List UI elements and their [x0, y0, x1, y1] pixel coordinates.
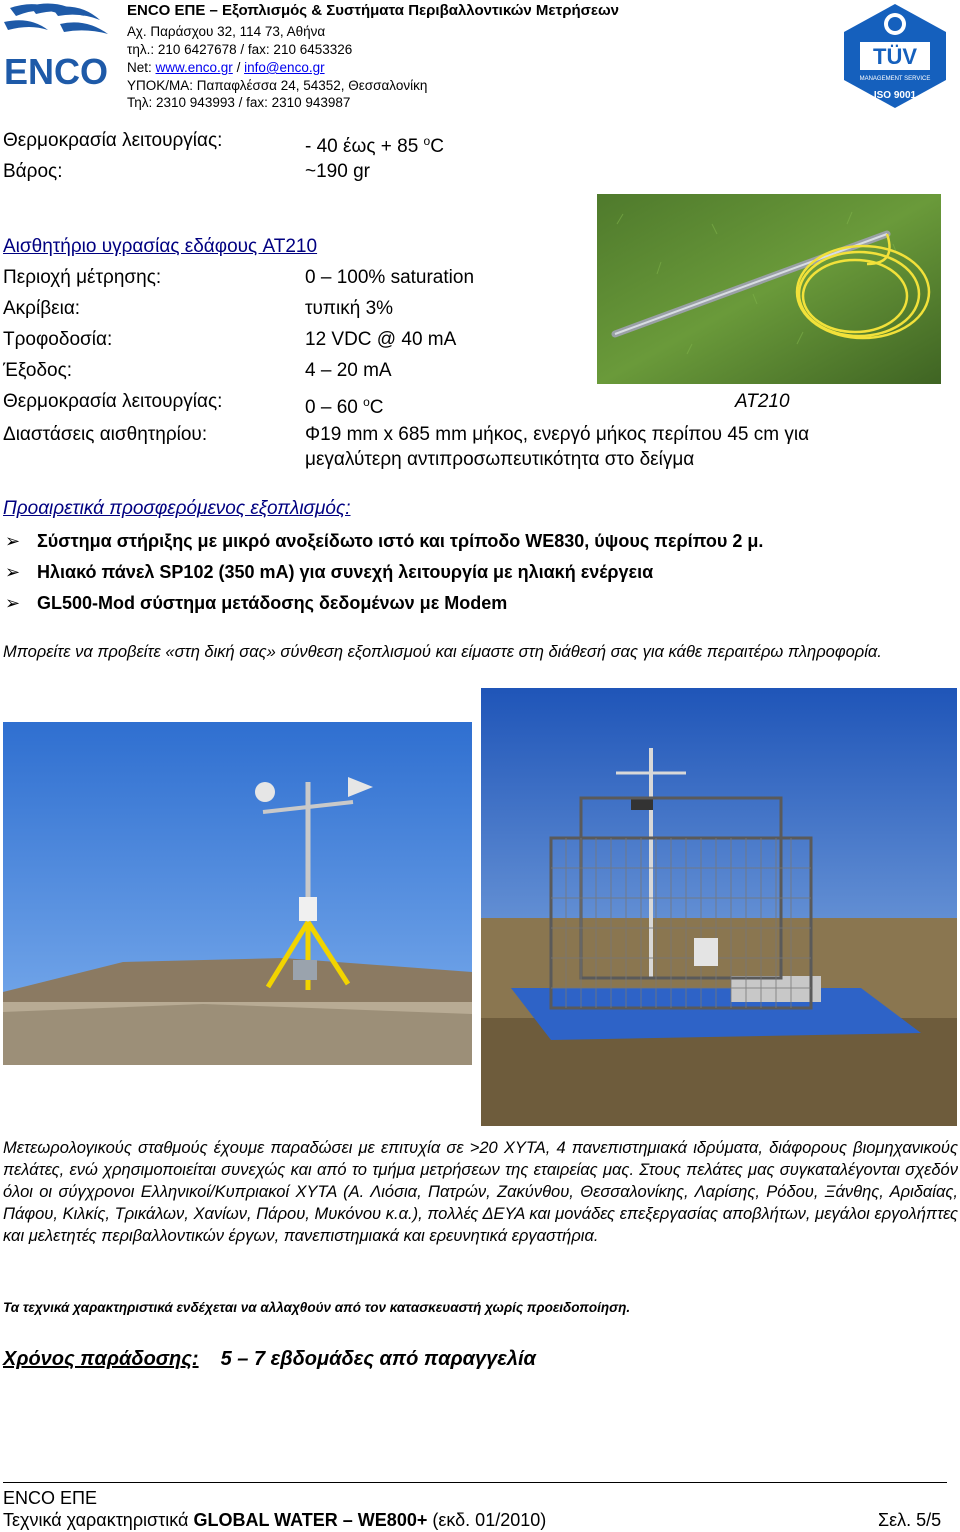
footer-company: ENCO ΕΠΕ [3, 1488, 98, 1508]
net-separator: / [232, 60, 245, 75]
dims-line-1: Φ19 mm x 685 mm μήκος, ενεργό μήκος περίπου 45 cm για [305, 424, 810, 445]
branch-phone: Τηλ: 2310 943993 / fax: 2310 943987 [127, 95, 351, 110]
bullet-arrow-icon: ➢ [5, 531, 21, 551]
branch-address: ΥΠΟΚ/ΜΑ: Παπαφλέσσα 24, 54352, Θεσσαλονίκη [127, 78, 428, 93]
tuv-brand: TÜV [873, 44, 917, 69]
dims-line-2: μεγαλύτερη αντιπροσωπευτικότητα στο δείγμα [305, 449, 695, 470]
company-title: ENCO ΕΠΕ – Εξοπλισμός & Συστήματα Περιβαλλοντικών Μετρήσεων [127, 2, 620, 19]
spec-label: Βάρος: [3, 161, 63, 182]
disclaimer: Τα τεχνικά χαρακτηριστικά ενδέχεται να αλλαχθούν από τον κατασκευαστή χωρίς προειδοποίηση. [3, 1300, 631, 1315]
references-paragraph: Μετεωρολογικούς σταθμούς έχουμε παραδώσει με επιτυχία σε >20 ΧΥΤΑ, 4 πανεπιστημιακά ιδρύματα, διάφορους βιομηχανικούς πελάτες, ενώ χρησιμοποιείται συνεχώς και από το τμήμα μετρήσεων της εταιρείας μας. Στους πελάτες μας συγκαταλέγονται σχεδόν όλοι οι σύγχρονοι Ελληνικοί/Κυπριακοί ΧΥΤΑ (Α. Λιόσια, Πατρών, Ζακύνθου, Θεσσαλονίκης, Λαρίσης, Ρόδου, Ξάνθης, Αριδαίας, Πάφου, Κιλκίς, Τρικάλων, Χανίων, Πάρου, Μυκόνου κ.α.), πολλές ΔΕΥΑ και μονάδες επεξεργασίας αποβλήτων, μεγάλοι εργολήπτες και μελετητές περιβαλλοντικών έργων, πανεπιστημιακά και ερευνητικά εργαστήρια. [3, 1139, 958, 1245]
station-photo-rooftop [3, 722, 472, 1065]
spec-label: Ακρίβεια: [3, 298, 81, 319]
company-phone: τηλ.: 210 6427678 / fax: 210 6453326 [127, 42, 353, 57]
spec-value: 0 – 100% saturation [305, 267, 475, 288]
logo-text: ENCO [4, 51, 109, 92]
sensor-photo [597, 194, 941, 384]
spec-value: ~190 gr [305, 161, 370, 182]
spec-label: Έξοδος: [3, 360, 73, 381]
list-item: ➢ Σύστημα στήριξης με μικρό ανοξείδωτο ιστό και τρίποδο WE830, ύψους περίπου 2 μ. [5, 531, 764, 551]
delivery-value: 5 – 7 εβδομάδες από παραγγελία [220, 1348, 536, 1370]
spec-value: 12 VDC @ 40 mA [305, 329, 457, 350]
sensor-photo-caption: AT210 [735, 391, 790, 412]
net-prefix: Net: [127, 60, 156, 75]
station-photo-cage [481, 688, 957, 1126]
list-item: ➢ GL500-Mod σύστημα μετάδοσης δεδομένων με Modem [5, 593, 508, 613]
list-item: ➢ Ηλιακό πάνελ SP102 (350 mA) για συνεχή λειτουργία με ηλιακή ενέργεια [5, 562, 654, 582]
company-net [127, 60, 325, 76]
bullet-arrow-icon: ➢ [5, 593, 21, 613]
spec-value: 0 – 60 $^o$C [305, 395, 384, 418]
optional-heading: Προαιρετικά προσφερόμενος εξοπλισμός: [3, 498, 351, 519]
tuv-iso: ISO 9001 [873, 90, 917, 101]
website-link[interactable]: www.enco.gr [155, 60, 233, 75]
spec-label: Περιοχή μέτρησης: [3, 267, 162, 288]
enco-logo [0, 0, 118, 98]
dims-label: Διαστάσεις αισθητηρίου: [3, 424, 208, 445]
spec-value: τυπική 3% [305, 298, 394, 319]
delivery-time [3, 1347, 536, 1371]
delivery-label: Χρόνος παράδοσης: [3, 1348, 199, 1370]
spec-value: 4 – 20 mA [305, 360, 392, 381]
footer-doc-title: Τεχνικά χαρακτηριστικά GLOBAL WATER – WE800+ (εκδ. 01/2010) [3, 1510, 547, 1530]
spec-label: Τροφοδοσία: [3, 329, 113, 350]
spec-value: - 40 έως + 85 $^o$C [305, 134, 444, 157]
tuv-iso-badge [842, 2, 948, 110]
company-address: Αχ. Παράσχου 32, 114 73, Αθήνα [127, 24, 326, 39]
tuv-sub: MANAGEMENT SERVICE [859, 76, 931, 82]
custom-config-note: Μπορείτε να προβείτε «στη δική σας» σύνθεση εξοπλισμού και είμαστε στη διάθεσή σας για κάθε περαιτέρω πληροφορία. [3, 643, 882, 661]
bullet-arrow-icon: ➢ [5, 562, 21, 582]
spec-label: Θερμοκρασία λειτουργίας: [3, 391, 223, 412]
page-number: Σελ. 5/5 [878, 1510, 942, 1530]
email-link[interactable]: info@enco.gr [244, 60, 325, 75]
sensor-title: Αισθητήριο υγρασίας εδάφους AT210 [3, 236, 318, 257]
footer-divider [3, 1482, 947, 1483]
spec-label: Θερμοκρασία λειτουργίας: [3, 130, 223, 151]
